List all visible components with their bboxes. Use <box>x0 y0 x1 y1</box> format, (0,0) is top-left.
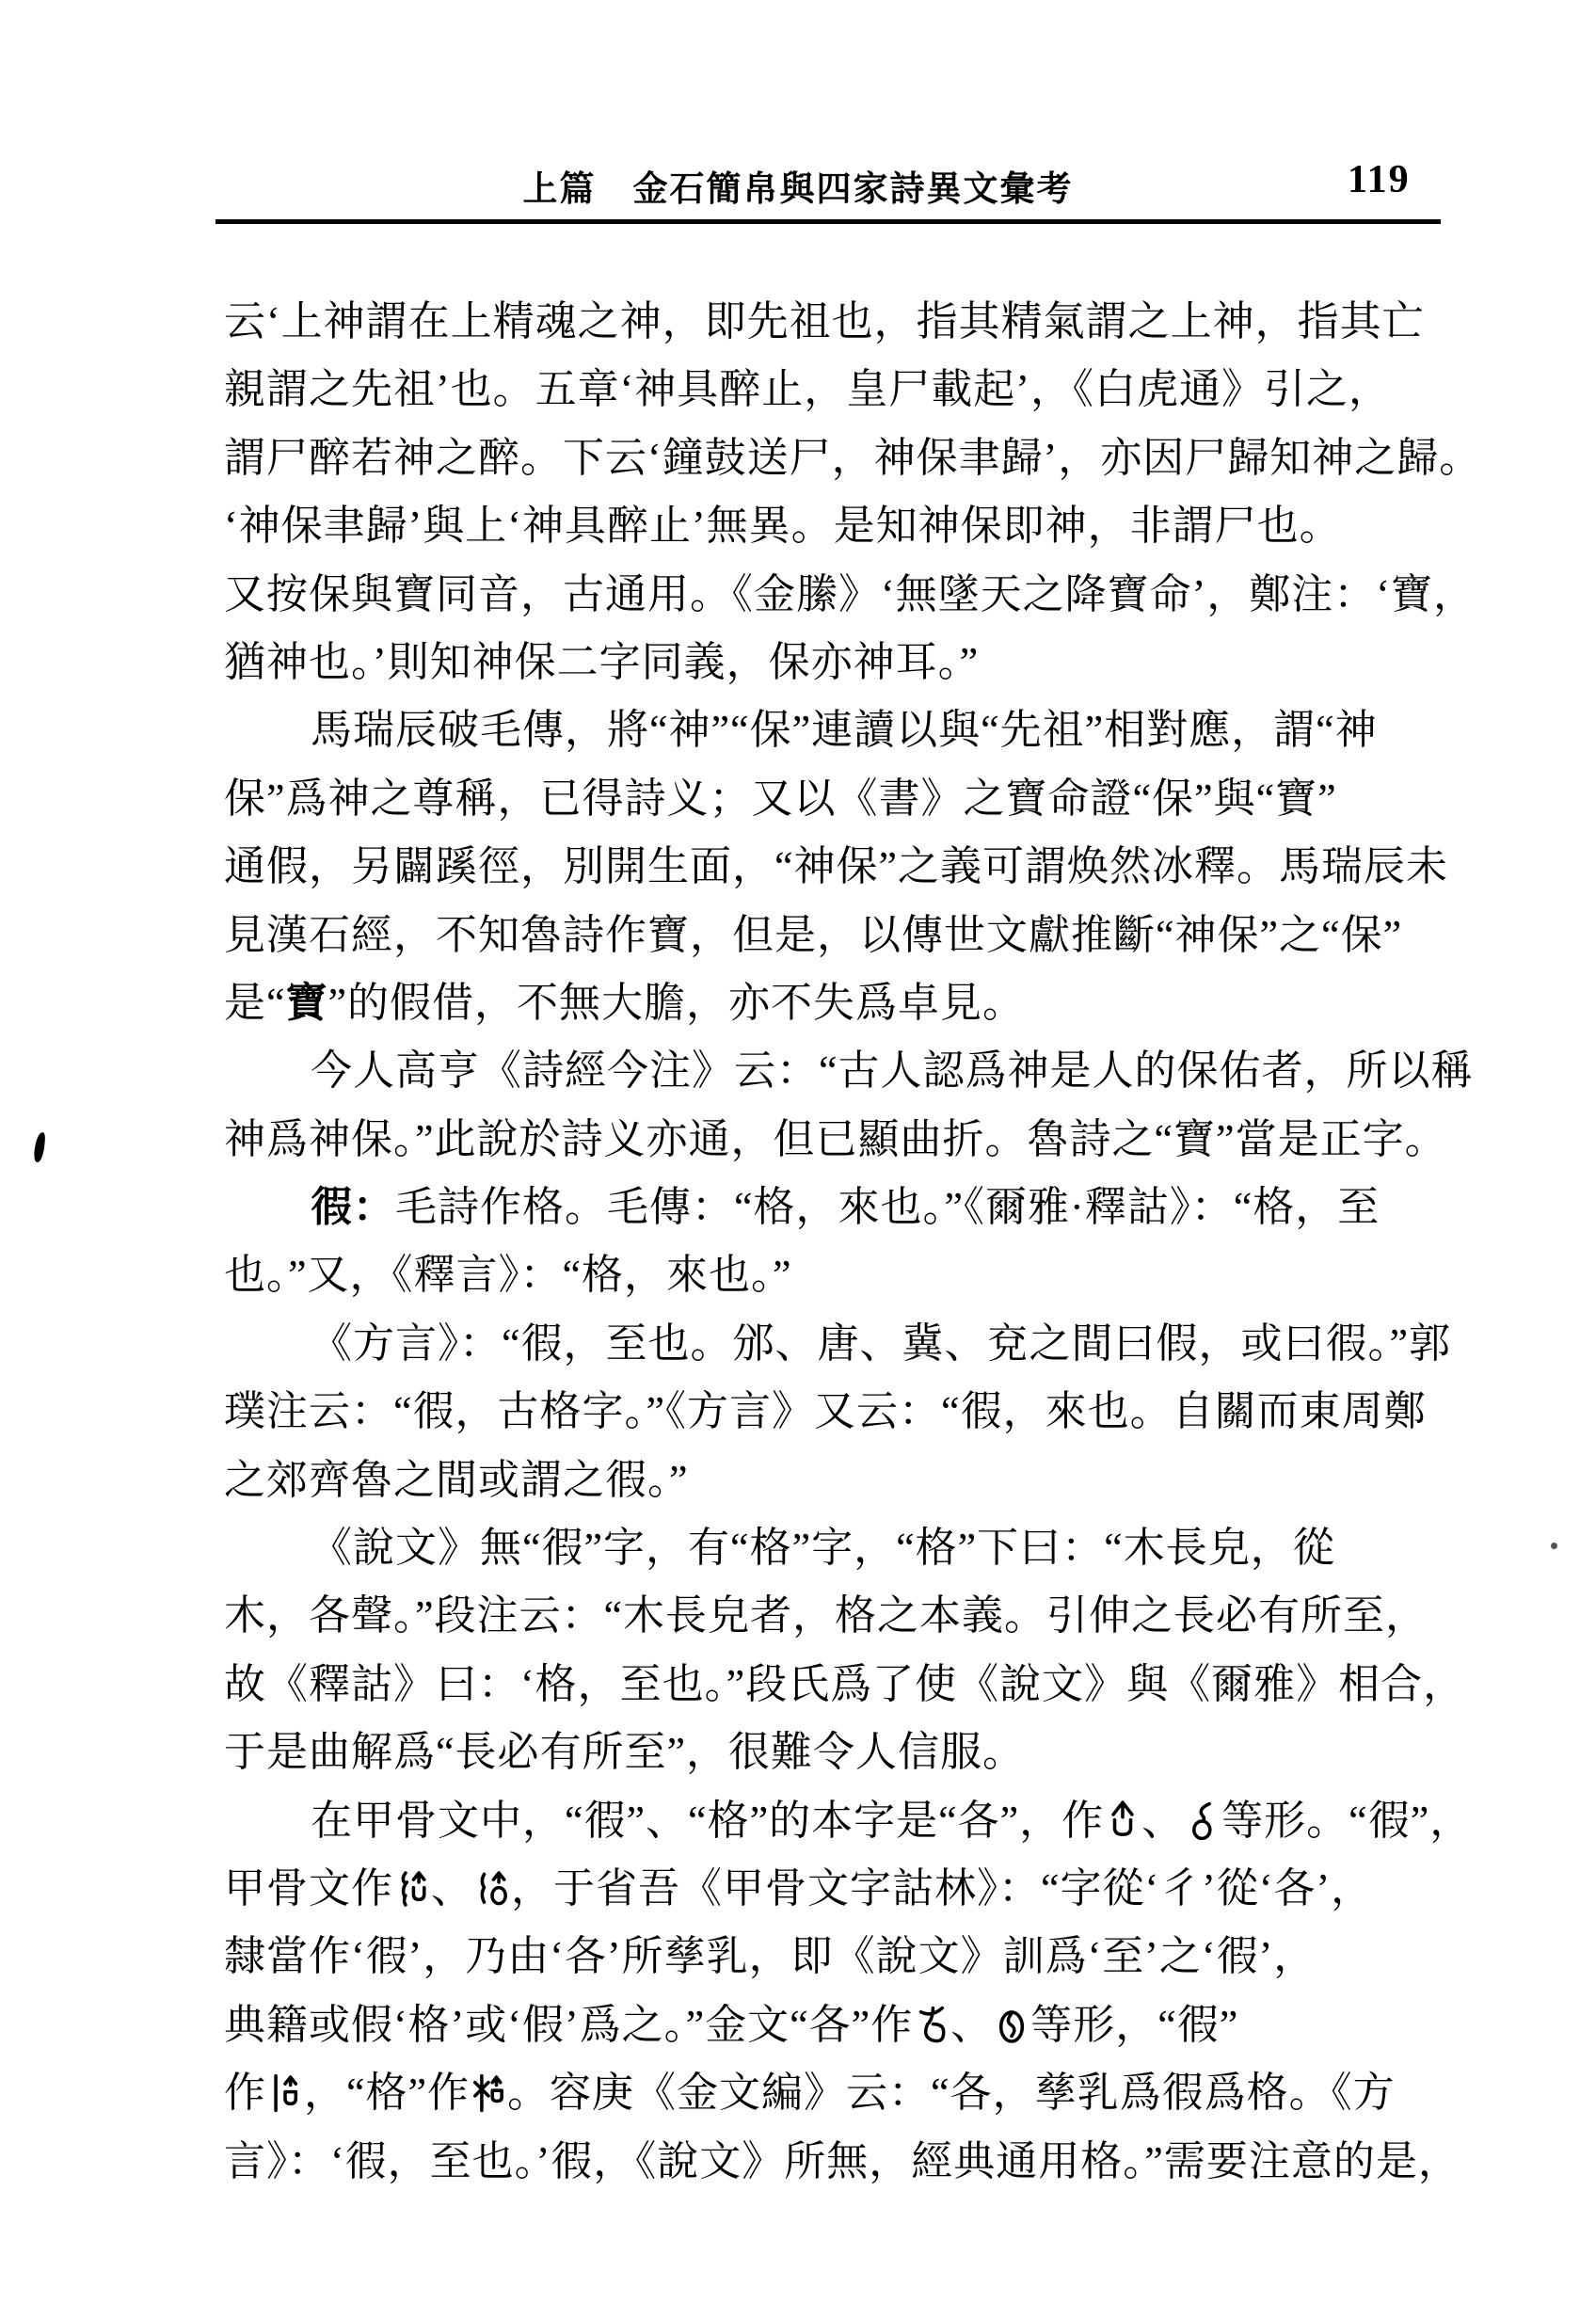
body-line <box>224 2059 1476 2127</box>
emphasis-text: 徦： <box>311 1184 395 1231</box>
body-line <box>224 1241 1476 1309</box>
body-text-run: 見漢石經，不知魯詩作寶，但是，以傳世文獻推斷“神保”之“保” <box>224 911 1403 958</box>
body-line <box>224 1514 1476 1582</box>
body-text-run: 之郊齊魯之間或謂之徦。” <box>224 1456 689 1503</box>
body-text-run: 、 <box>950 2001 994 2048</box>
body-line <box>224 1310 1476 1378</box>
body-line <box>224 1582 1476 1650</box>
bronze-script-ge-with-wood-icon <box>472 2071 504 2115</box>
body-text-run: ”的假借，不無大膽，亦不失爲卓見。 <box>327 979 1026 1026</box>
body-line <box>224 1037 1476 1105</box>
body-text-run: 甲骨文作 <box>224 1864 393 1911</box>
body-line <box>224 288 1476 356</box>
body-text-run: 猶神也。’則知神保二字同義，保亦神耳。” <box>224 638 980 685</box>
body-text-run: 親謂之先祖’也。五章‘神具醉止，皇尸載起’，《白虎通》引之， <box>224 366 1391 413</box>
body-line <box>224 2128 1476 2196</box>
body-line <box>224 1855 1476 1923</box>
body-line <box>224 1991 1476 2059</box>
body-text-run: 是“ <box>224 979 286 1026</box>
body-text-run: 通假，另闢蹊徑，別開生面，“神保”之義可謂焕然冰釋。馬瑞辰未 <box>224 843 1449 890</box>
oracle-bone-ge-variant-2-icon <box>1187 1799 1219 1843</box>
body-text-run: 于是曲解爲“長必有所至”，很難令人信服。 <box>224 1729 1026 1776</box>
oracle-bone-jia-variant-1-icon <box>396 1867 428 1911</box>
body-line <box>224 1651 1476 1719</box>
body-line <box>224 696 1476 764</box>
bronze-script-ge-variant-1-icon <box>916 2004 948 2047</box>
body-text-run: ，“格”作 <box>304 2070 471 2117</box>
emphasis-text: 寶 <box>285 979 328 1026</box>
body-text-run: 在甲骨文中，“徦”、“格”的本字是“各”，作 <box>311 1797 1105 1844</box>
oracle-bone-jia-variant-2-icon <box>476 1867 508 1911</box>
body-line <box>224 1106 1476 1174</box>
body-line <box>224 561 1476 629</box>
bronze-script-ge-variant-2-icon <box>996 2004 1028 2047</box>
bronze-script-jia-icon <box>269 2071 301 2115</box>
body-line <box>224 969 1476 1037</box>
body-text-run: 保”爲神之尊稱，已得詩义；又以《書》之寶命證“保”與“寶” <box>224 775 1337 822</box>
body-line <box>224 1447 1476 1514</box>
body-line <box>224 1174 1476 1241</box>
body-line <box>224 1787 1476 1855</box>
body-text-run: 故《釋詁》曰：‘格，至也。”段氏爲了使《說文》與《爾雅》相合， <box>224 1660 1466 1707</box>
body-text-run: ，于省吾《甲骨文字詁林》：“字從‘彳’從‘各’， <box>511 1864 1374 1911</box>
body-text-run: 典籍或假‘格’或‘假’爲之。”金文“各”作 <box>224 2001 914 2048</box>
running-header-title: 上篇 金石簡帛與四家詩異文彙考 <box>522 170 1074 209</box>
oracle-bone-ge-variant-1-icon <box>1107 1799 1139 1843</box>
body-text-run: 作 <box>224 2070 266 2117</box>
body-text-block <box>224 288 1482 2196</box>
body-text-run: 毛詩作格。毛傳：“格，來也。”《爾雅·釋詁》：“格，至 <box>395 1184 1381 1231</box>
body-line <box>224 765 1476 833</box>
body-line <box>224 833 1476 901</box>
body-text-run: 謂尸醉若神之醉。下云‘鐘鼓送尸，神保聿歸’，亦因尸歸知神之歸。 <box>224 434 1482 481</box>
body-text-run: 云‘上神謂在上精魂之神，即先祖也，指其精氣謂之上神，指其亡 <box>224 298 1425 344</box>
body-text-run: ‘神保聿歸’與上‘神具醉止’無異。是知神保即神，非謂尸也。 <box>224 503 1342 550</box>
body-text-run: 等形。“徦”， <box>1221 1797 1473 1844</box>
body-text-run: 璞注云：“徦，古格字。”《方言》又云：“徦，來也。自關而東周鄭 <box>224 1388 1427 1435</box>
body-line <box>224 1923 1476 1991</box>
body-line <box>224 1378 1476 1446</box>
page-number: 119 <box>1348 158 1411 201</box>
body-text-run: 木，各聲。”段注云：“木長皃者，格之本義。引伸之長必有所至， <box>224 1592 1428 1639</box>
body-line <box>224 629 1476 696</box>
ink-smudge-mark <box>33 1132 45 1163</box>
body-text-run: 隸當作‘徦’，乃由‘各’所孳乳，即《說文》訓爲‘至’之‘徦’， <box>224 1933 1317 1980</box>
body-text-run: 言》：‘徦，至也。’徦，《說文》所無，經典通用格。”需要注意的是， <box>224 2137 1460 2184</box>
body-text-run: 等形，“徦” <box>1030 2001 1239 2048</box>
body-text-run: 、 <box>1141 1797 1185 1844</box>
body-text-run: 馬瑞辰破毛傳，將“神”“保”連讀以與“先祖”相對應，謂“神 <box>311 707 1378 754</box>
body-text-run: 也。”又，《釋言》：“格，來也。” <box>224 1252 792 1299</box>
body-text-run: 今人高亨《詩經今注》云：“古人認爲神是人的保佑者，所以稱 <box>311 1048 1474 1095</box>
body-text-run: 又按保與寶同音，古通用。《金縢》‘無墜天之降寶命’，鄭注：‘寶， <box>224 570 1476 617</box>
header-rule <box>215 219 1441 224</box>
body-line <box>224 424 1482 492</box>
dust-speck <box>1551 1543 1557 1549</box>
body-line <box>224 902 1476 969</box>
body-line <box>224 356 1476 424</box>
body-text-run: 《說文》無“徦”字，有“格”字，“格”下曰：“木長皃，從 <box>311 1525 1335 1572</box>
body-text-run: 。容庚《金文編》云：“各，孳乳爲徦爲格。《方 <box>507 2070 1396 2117</box>
body-text-run: 、 <box>431 1864 473 1911</box>
body-line <box>224 492 1476 560</box>
body-text-run: 神爲神保。”此說於詩义亦通，但已顯曲折。魯詩之“寶”當是正字。 <box>224 1115 1447 1162</box>
body-line <box>224 1719 1476 1786</box>
body-text-run: 《方言》：“徦，至也。邠、唐、冀、兗之間曰假，或曰徦。”郭 <box>311 1319 1452 1367</box>
